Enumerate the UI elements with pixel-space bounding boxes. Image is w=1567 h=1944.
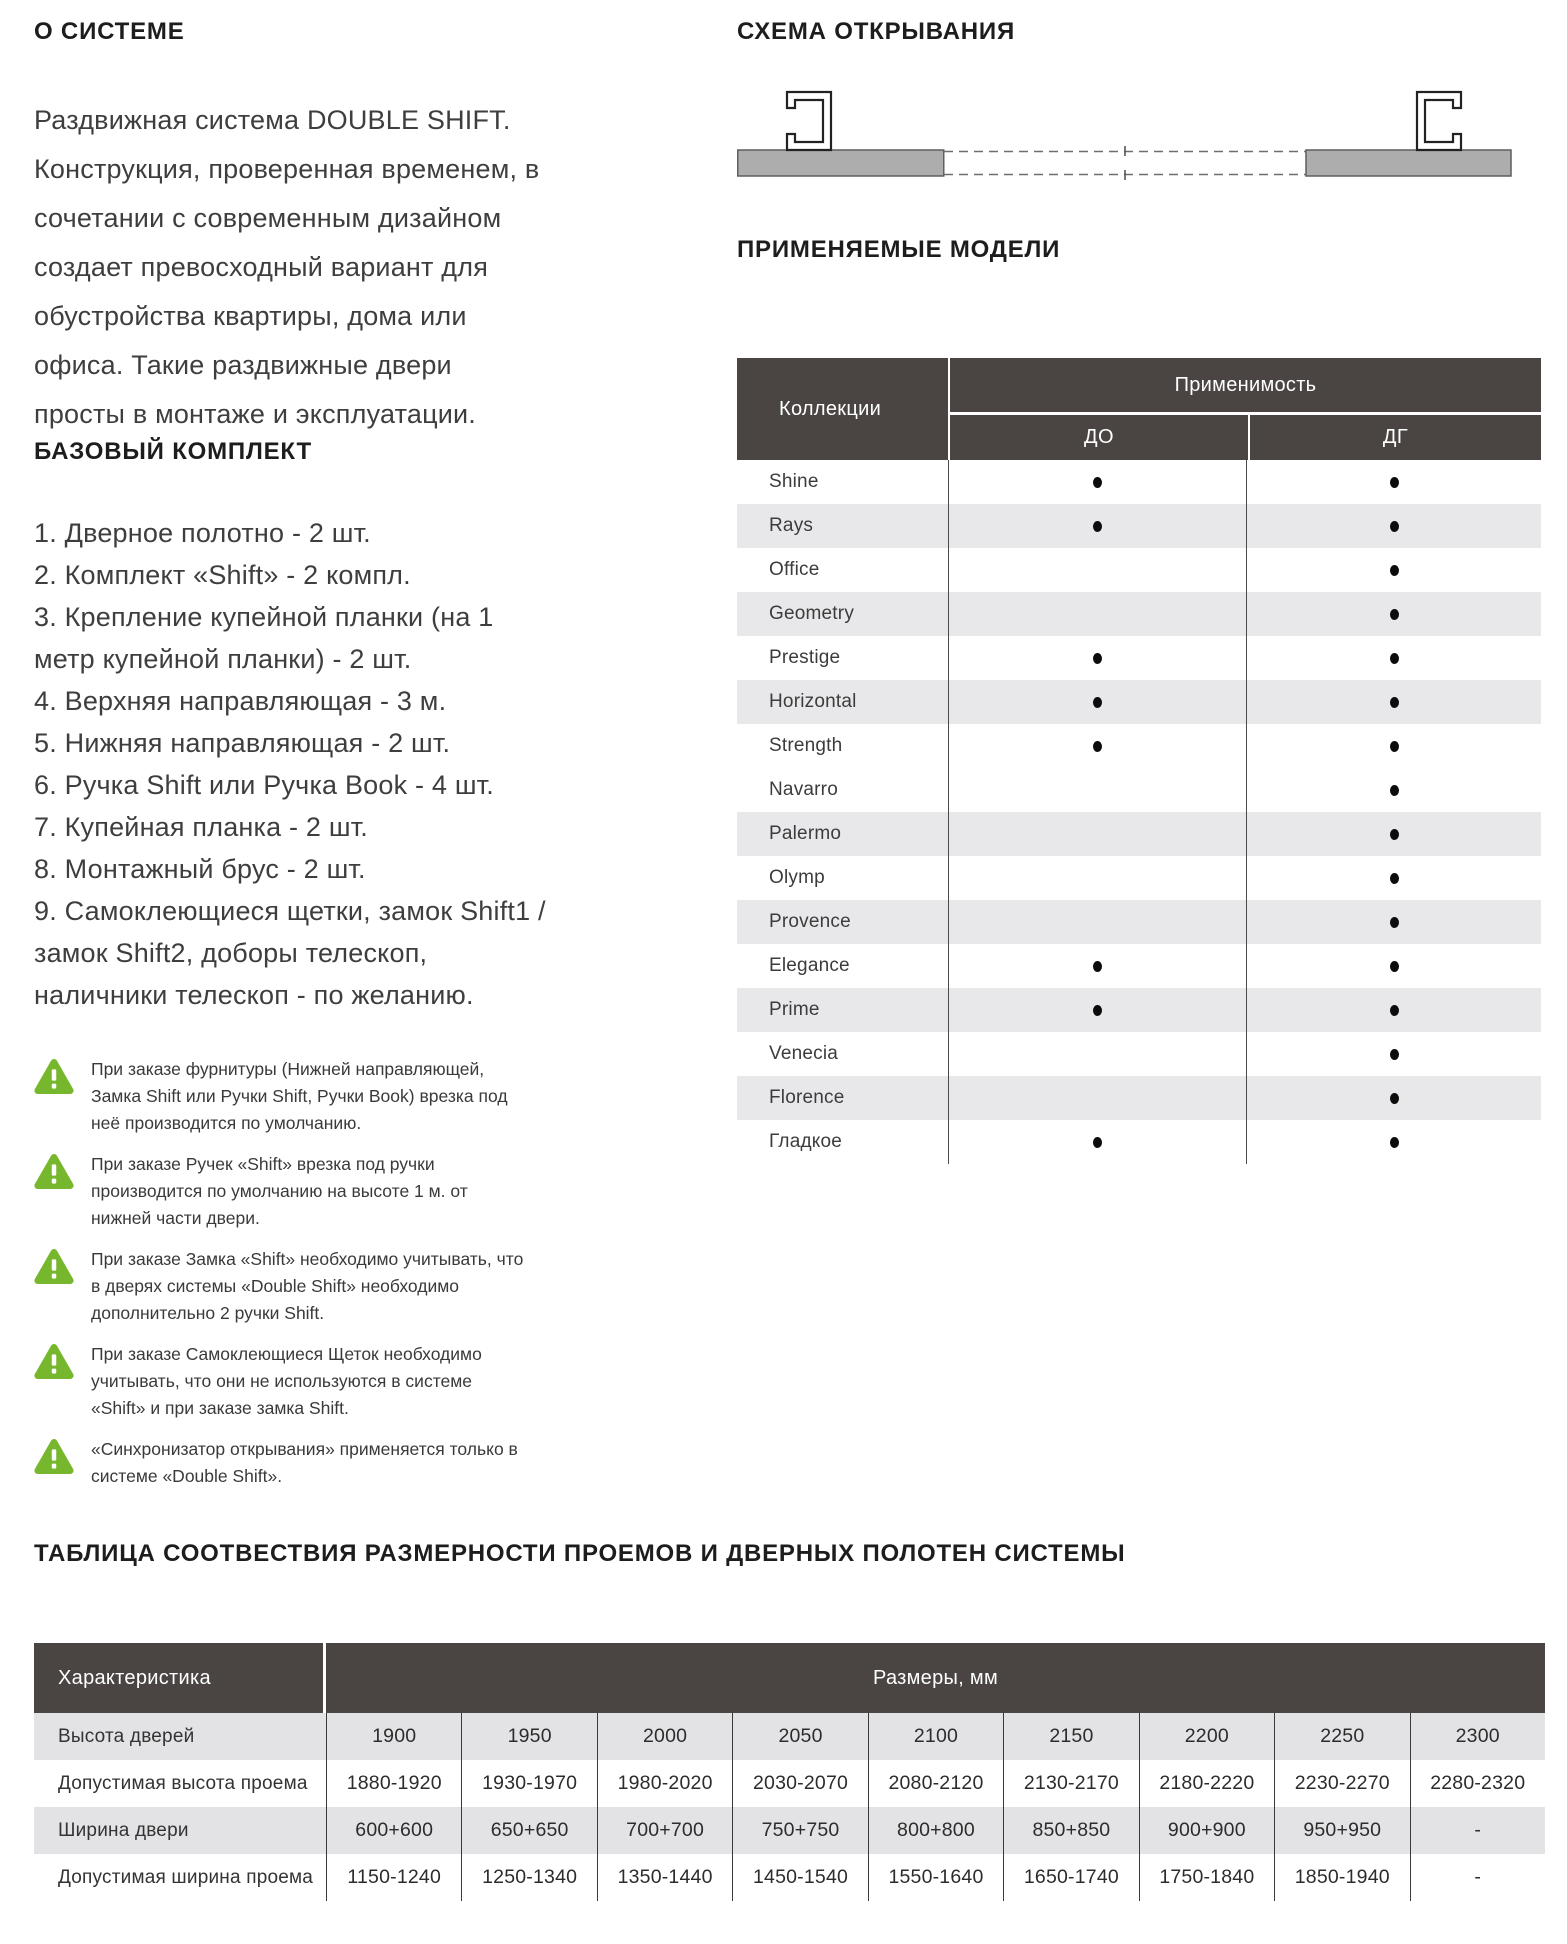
applicability-dg-cell [1246, 1032, 1541, 1076]
applicability-dg-cell [1246, 636, 1541, 680]
collection-name: Provence [769, 911, 851, 932]
size-row-label: Ширина двери [58, 1819, 189, 1841]
collection-name: Venecia [769, 1043, 839, 1064]
warning-text: При заказе фурнитуры (Нижней направляющей, Замка Shift или Ручки Shift, Ручки Book) врезка под неё производится по умолчанию. [91, 1059, 508, 1133]
warnings [34, 1056, 544, 1504]
size-row-label: Высота дверей [58, 1725, 195, 1747]
size-value-cell: 1880-1920 [326, 1760, 461, 1807]
collection-name: Palermo [769, 823, 842, 844]
size-value-cell: 2000 [597, 1713, 732, 1760]
applicability-dg-cell [1246, 504, 1541, 548]
applicability-dg-cell [1246, 812, 1541, 856]
size-value-cell: 2130-2170 [1003, 1760, 1138, 1807]
collection-name: Florence [769, 1087, 845, 1108]
kit-item: 2. Комплект «Shift» - 2 компл. [34, 560, 411, 590]
size-value-cell: 1900 [326, 1713, 461, 1760]
warning [34, 1246, 544, 1327]
size-value-cell: 2150 [1003, 1713, 1138, 1760]
scheme-title: СХЕМА ОТКРЫВАНИЯ [737, 18, 1016, 45]
warning-triangle-icon [34, 1153, 74, 1190]
size-value-cell: 850+850 [1003, 1807, 1138, 1854]
warning-triangle-icon [34, 1438, 74, 1475]
applicability-dg-cell [1246, 1120, 1541, 1164]
size-value-cell: 2250 [1274, 1713, 1409, 1760]
size-value-cell: 750+750 [732, 1807, 867, 1854]
size-value-cell: 2200 [1139, 1713, 1274, 1760]
applicability-dot [1390, 917, 1399, 928]
applicability-dot [1390, 1137, 1399, 1148]
applicability-dg-cell [1246, 592, 1541, 636]
applicability-dot [1093, 653, 1102, 664]
size-value-cell: 950+950 [1274, 1807, 1409, 1854]
applicability-do-cell [948, 1120, 1246, 1164]
models-table-row [737, 680, 1541, 724]
applicability-dot [1390, 521, 1399, 532]
sizes-table-row [34, 1854, 1545, 1901]
applicability-dot [1093, 477, 1102, 488]
collection-name: Prestige [769, 647, 841, 668]
applicability-dg-cell [1246, 856, 1541, 900]
models-table-row [737, 504, 1541, 548]
warning [34, 1436, 544, 1490]
applicability-do-cell [948, 592, 1246, 636]
size-value-cell: 900+900 [1139, 1807, 1274, 1854]
models-table-row [737, 900, 1541, 944]
models-table-row [737, 592, 1541, 636]
applicability-dg-cell [1246, 944, 1541, 988]
size-row-label: Допустимая высота проема [58, 1772, 308, 1794]
size-value-cell: 1550-1640 [868, 1854, 1003, 1901]
collection-name: Shine [769, 471, 819, 492]
applicability-do-cell [948, 1076, 1246, 1120]
size-value-cell: 2100 [868, 1713, 1003, 1760]
applicability-dot [1390, 1049, 1399, 1060]
door-scheme-icon [737, 84, 1541, 196]
models-table-row [737, 1076, 1541, 1120]
size-value-cell: 2050 [732, 1713, 867, 1760]
size-value-cell: 1950 [461, 1713, 596, 1760]
applicability-dot [1093, 961, 1102, 972]
size-value-cell: 2230-2270 [1274, 1760, 1409, 1807]
collection-name: Office [769, 559, 820, 580]
models-table-row [737, 768, 1541, 812]
models-table-row [737, 1032, 1541, 1076]
applicability-do-cell [948, 548, 1246, 592]
size-value-cell: 600+600 [326, 1807, 461, 1854]
applicability-dot [1390, 1093, 1399, 1104]
models-table-row [737, 1120, 1541, 1164]
sizes-table-row [34, 1760, 1545, 1807]
kit-item: 5. Нижняя направляющая - 2 шт. [34, 728, 451, 758]
applicability-dg-cell [1246, 988, 1541, 1032]
models-title: ПРИМЕНЯЕМЫЕ МОДЕЛИ [737, 236, 1061, 263]
warning-triangle-icon [34, 1438, 74, 1480]
size-value-cell: 800+800 [868, 1807, 1003, 1854]
kit-item: 4. Верхняя направляющая - 3 м. [34, 686, 447, 716]
applicability-do-cell [948, 900, 1246, 944]
size-value-cell: 2280-2320 [1410, 1760, 1545, 1807]
warning [34, 1341, 544, 1422]
size-value-cell: - [1410, 1807, 1545, 1854]
models-group-header: Применимость [950, 358, 1541, 412]
size-row-label: Допустимая ширина проема [58, 1866, 314, 1888]
warning [34, 1151, 544, 1232]
size-value-cell: 700+700 [597, 1807, 732, 1854]
applicability-dg-cell [1246, 724, 1541, 768]
sizes-col-header: Характеристика [34, 1643, 326, 1713]
kit-item: 6. Ручка Shift или Ручка Book - 4 шт. [34, 770, 494, 800]
warning-text: При заказе Замка «Shift» необходимо учитывать, что в дверях системы «Double Shift» необходимо дополнительно 2 ручки Shift. [91, 1249, 524, 1323]
models-table-row [737, 724, 1541, 768]
applicability-dg-cell [1246, 460, 1541, 504]
warning-text: При заказе Самоклеющиеся Щеток необходимо учитывать, что они не используются в системе «Shift» и при заказе замка Shift. [91, 1344, 482, 1418]
applicability-do-cell [948, 988, 1246, 1032]
applicability-dot [1093, 741, 1102, 752]
applicability-dg-cell [1246, 548, 1541, 592]
applicability-dot [1093, 1137, 1102, 1148]
models-table-row [737, 460, 1541, 504]
size-value-cell: 1350-1440 [597, 1854, 732, 1901]
about-text: Раздвижная система DOUBLE SHIFT. Конструкция, проверенная временем, в сочетании с современным дизайном создает превосходный вариант для обустройства квартиры, дома или офиса. Такие раздвижные двери просты в монтаже и эксплуатации. [34, 105, 540, 429]
sizes-table [34, 1643, 1545, 1901]
applicability-dg-cell [1246, 768, 1541, 812]
models-subheader-dg: ДГ [1248, 415, 1541, 460]
size-value-cell: 2080-2120 [868, 1760, 1003, 1807]
applicability-dot [1390, 1005, 1399, 1016]
size-value-cell: 1750-1840 [1139, 1854, 1274, 1901]
models-table-row [737, 812, 1541, 856]
applicability-dot [1390, 873, 1399, 884]
sizes-group-header: Размеры, мм [326, 1643, 1545, 1713]
applicability-dot [1093, 521, 1102, 532]
warning-triangle-icon [34, 1343, 74, 1385]
size-value-cell: - [1410, 1854, 1545, 1901]
applicability-dot [1390, 609, 1399, 620]
sizes-table-header [34, 1643, 1545, 1713]
collection-name: Strength [769, 735, 843, 756]
warning-triangle-icon [34, 1058, 74, 1095]
applicability-dot [1390, 961, 1399, 972]
sizes-table-row [34, 1713, 1545, 1760]
collection-name: Гладкое [769, 1131, 843, 1152]
applicability-do-cell [948, 1032, 1246, 1076]
kit-list [34, 512, 554, 1016]
applicability-dg-cell [1246, 900, 1541, 944]
applicability-dot [1390, 477, 1399, 488]
applicability-do-cell [948, 944, 1246, 988]
size-value-cell: 2300 [1410, 1713, 1545, 1760]
models-table [737, 358, 1541, 1164]
warning-triangle-icon [34, 1153, 74, 1195]
kit-item: 8. Монтажный брус - 2 шт. [34, 854, 366, 884]
applicability-dot [1390, 741, 1399, 752]
models-table-body [737, 460, 1541, 1164]
applicability-do-cell [948, 724, 1246, 768]
sizes-table-row [34, 1807, 1545, 1854]
collection-name: Geometry [769, 603, 855, 624]
warning-text: При заказе Ручек «Shift» врезка под ручки производится по умолчанию на высоте 1 м. от нижней части двери. [91, 1154, 468, 1228]
applicability-dot [1390, 653, 1399, 664]
warning-triangle-icon [34, 1058, 74, 1100]
warning-triangle-icon [34, 1343, 74, 1380]
collection-name: Rays [769, 515, 814, 536]
applicability-dg-cell [1246, 680, 1541, 724]
models-table-header [737, 358, 1541, 460]
applicability-do-cell [948, 460, 1246, 504]
collection-name: Olymp [769, 867, 825, 888]
applicability-do-cell [948, 768, 1246, 812]
applicability-do-cell [948, 812, 1246, 856]
models-table-row [737, 944, 1541, 988]
warning [34, 1056, 544, 1137]
models-table-row [737, 548, 1541, 592]
sizes-title: ТАБЛИЦА СООТВЕСТВИЯ РАЗМЕРНОСТИ ПРОЕМОВ И ДВЕРНЫХ ПОЛОТЕН СИСТЕМЫ [34, 1540, 1126, 1567]
sizes-table-body [34, 1713, 1545, 1901]
warning-triangle-icon [34, 1248, 74, 1285]
applicability-dg-cell [1246, 1076, 1541, 1120]
size-value-cell: 1250-1340 [461, 1854, 596, 1901]
applicability-dot [1390, 829, 1399, 840]
size-value-cell: 2030-2070 [732, 1760, 867, 1807]
kit-item: 7. Купейная планка - 2 шт. [34, 812, 368, 842]
size-value-cell: 1150-1240 [326, 1854, 461, 1901]
applicability-do-cell [948, 504, 1246, 548]
opening-scheme-diagram [737, 84, 1541, 201]
size-value-cell: 1450-1540 [732, 1854, 867, 1901]
models-table-row [737, 988, 1541, 1032]
collection-name: Horizontal [769, 691, 857, 712]
warning-text: «Синхронизатор открывания» применяется только в системе «Double Shift». [91, 1439, 518, 1486]
applicability-dot [1093, 697, 1102, 708]
applicability-do-cell [948, 680, 1246, 724]
kit-item: 3. Крепление купейной планки (на 1 метр купейной планки) - 2 шт. [34, 602, 494, 674]
collection-name: Prime [769, 999, 820, 1020]
models-table-row [737, 856, 1541, 900]
size-value-cell: 650+650 [461, 1807, 596, 1854]
size-value-cell: 1980-2020 [597, 1760, 732, 1807]
collection-name: Navarro [769, 779, 838, 800]
applicability-do-cell [948, 856, 1246, 900]
kit-item: 9. Самоклеющиеся щетки, замок Shift1 / замок Shift2, доборы телескоп, наличники телескоп - по желанию. [34, 896, 546, 1010]
size-value-cell: 1650-1740 [1003, 1854, 1138, 1901]
about-title: О СИСТЕМЕ [34, 18, 185, 45]
applicability-do-cell [948, 636, 1246, 680]
applicability-dot [1390, 697, 1399, 708]
applicability-dot [1093, 1005, 1102, 1016]
size-value-cell: 1930-1970 [461, 1760, 596, 1807]
kit-title: БАЗОВЫЙ КОМПЛЕКТ [34, 438, 312, 465]
applicability-dot [1390, 565, 1399, 576]
models-subheader-do: ДО [950, 415, 1248, 460]
applicability-dot [1390, 785, 1399, 796]
models-table-row [737, 636, 1541, 680]
kit-item: 1. Дверное полотно - 2 шт. [34, 518, 371, 548]
size-value-cell: 1850-1940 [1274, 1854, 1409, 1901]
models-col-header: Коллекции [737, 358, 948, 460]
warning-triangle-icon [34, 1248, 74, 1290]
size-value-cell: 2180-2220 [1139, 1760, 1274, 1807]
collection-name: Elegance [769, 955, 850, 976]
